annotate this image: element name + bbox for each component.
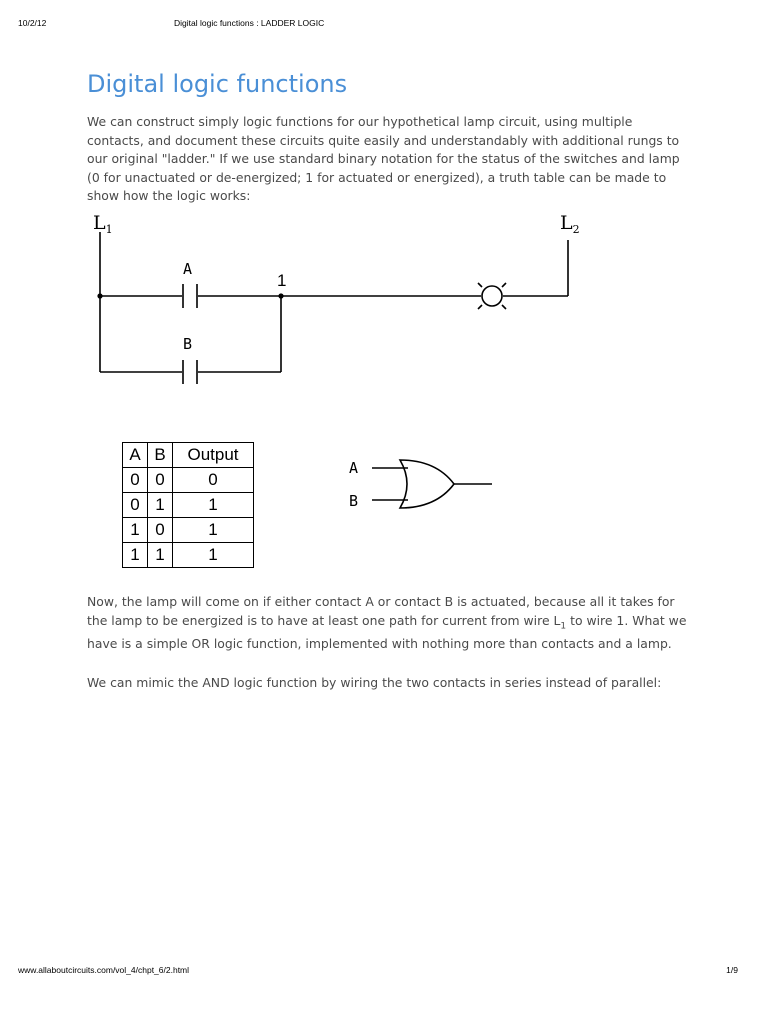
page-title: Digital logic functions: [87, 70, 348, 98]
header-output: Output: [173, 443, 254, 468]
cell-output: 1: [173, 543, 254, 568]
cell-b: 0: [148, 518, 173, 543]
table-row: [123, 493, 254, 518]
cell-a: 1: [123, 518, 148, 543]
wire-1-label: 1: [277, 271, 287, 290]
intro-paragraph: We can construct simply logic functions for our hypothetical lamp circuit, using multiple contacts, and document these circuits quite easily and understandably with additional rungs to our original "ladder." If we use standard binary notation for the status of the switches and lamp (0 for unactuated or de-energized; 1 for actuated or energized), a truth table can be made to show how the logic works:: [87, 114, 680, 203]
header-a: A: [123, 443, 148, 468]
print-document-title: Digital logic functions : LADDER LOGIC: [174, 18, 325, 28]
print-header: [18, 18, 738, 30]
lamp-ray: [478, 305, 482, 309]
cell-output: 1: [173, 518, 254, 543]
or-gate-diagram: [340, 452, 540, 522]
right-rail-label: $L_2$: [560, 212, 580, 236]
cell-a: 1: [123, 543, 148, 568]
wire-subscript: 1: [560, 620, 567, 631]
or-explanation-paragraph: [87, 593, 687, 654]
or-gate-input-a-label: A: [349, 459, 359, 477]
or-gate-symbol: [400, 460, 454, 508]
lamp-icon: [482, 286, 502, 306]
cell-output: 1: [173, 493, 254, 518]
table-row: [123, 468, 254, 493]
left-rail-label: $L_1$: [93, 212, 113, 236]
lamp-ray: [478, 283, 482, 287]
page-number: 1/9: [726, 965, 738, 975]
and-intro-paragraph: We can mimic the AND logic function by wiring the two contacts in series instead of parallel:: [87, 675, 662, 690]
junction-dot: [97, 293, 102, 298]
cell-b: 0: [148, 468, 173, 493]
cell-output: 0: [173, 468, 254, 493]
contact-a-label: A: [183, 260, 193, 278]
cell-a: 0: [123, 468, 148, 493]
cell-b: 1: [148, 493, 173, 518]
or-gate-input-b-label: B: [349, 492, 359, 510]
cell-a: 0: [123, 493, 148, 518]
ladder-diagram: [0, 200, 768, 600]
cell-b: 1: [148, 543, 173, 568]
table-row: [123, 518, 254, 543]
print-date: 10/2/12: [18, 18, 47, 28]
truth-table: [122, 442, 254, 568]
contact-b-label: B: [183, 335, 193, 353]
truth-table-header-row: [123, 443, 254, 468]
header-b: B: [148, 443, 173, 468]
source-url: www.allaboutcircuits.com/vol_4/chpt_6/2.html: [18, 965, 190, 975]
table-row: [123, 543, 254, 568]
lamp-ray: [502, 283, 506, 287]
print-footer: [18, 965, 738, 977]
lamp-ray: [502, 305, 506, 309]
or-explanation-text: Now, the lamp will come on if either contact A or contact B is actuated, because all it takes for the lamp to be energized is to have at least one path for current from wire L: [87, 594, 675, 628]
junction-dot: [278, 293, 283, 298]
or-explanation-text-end: to wire 1. What we have is a simple OR logic function, implemented with nothing more than contacts and a lamp.: [87, 612, 687, 652]
